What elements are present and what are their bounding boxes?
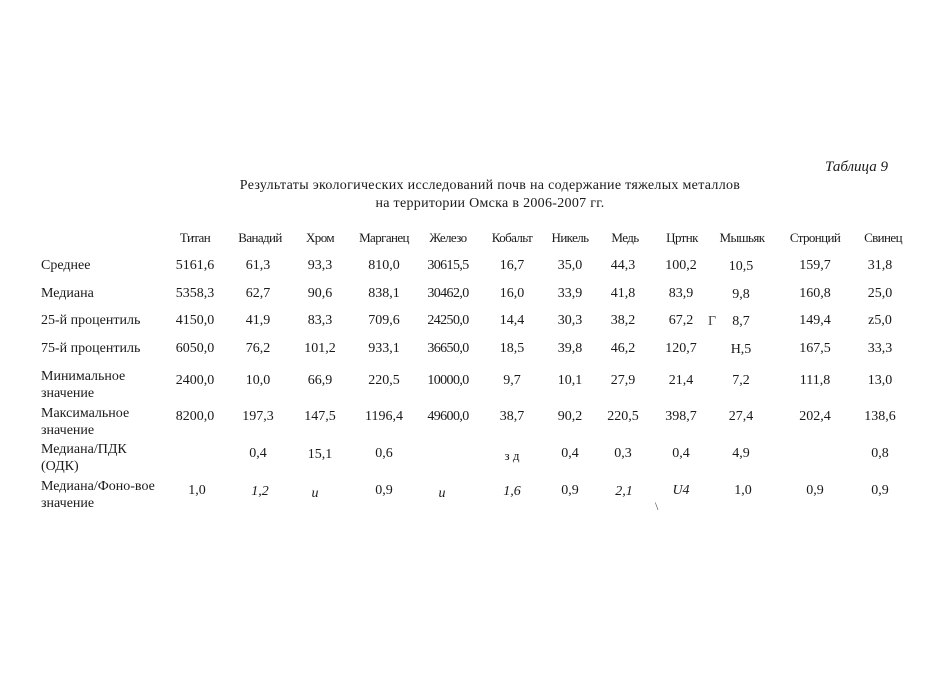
table-cell: 83,3 bbox=[307, 313, 333, 328]
table-cell: 0,3 bbox=[614, 446, 632, 461]
table-cell: 14,4 bbox=[499, 313, 525, 328]
column-header: Железо bbox=[429, 230, 467, 245]
table-cell: 90,6 bbox=[307, 286, 333, 301]
table-cell: и bbox=[311, 486, 319, 501]
table-cell: 398,7 bbox=[665, 409, 697, 424]
table-cell: 13,0 bbox=[867, 373, 893, 388]
table-cell: 1,6 bbox=[503, 484, 521, 499]
table-cell: 76,2 bbox=[245, 341, 271, 356]
table-cell: 810,0 bbox=[368, 258, 400, 273]
table-cell: 8200,0 bbox=[175, 409, 215, 424]
table-cell: 220,5 bbox=[368, 373, 400, 388]
row-label: 25-й процентиль bbox=[41, 313, 141, 328]
column-header: Марганец bbox=[359, 230, 409, 245]
table-cell: 67,2 bbox=[668, 313, 694, 328]
table-cell: 0,9 bbox=[561, 483, 579, 498]
table-cell: 2,1 bbox=[615, 484, 633, 499]
table-cell: 30,3 bbox=[557, 313, 583, 328]
table-cell: 18,5 bbox=[499, 341, 525, 356]
table-number: Таблица 9 bbox=[825, 159, 888, 175]
column-header: Ванадий bbox=[238, 230, 282, 245]
table-cell: 838,1 bbox=[368, 286, 400, 301]
table-cell: 709,6 bbox=[368, 313, 400, 328]
table-cell: 35,0 bbox=[557, 258, 583, 273]
table-cell: 120,7 bbox=[665, 341, 697, 356]
table-cell: 7,2 bbox=[732, 373, 750, 388]
table-cell: 30462,0 bbox=[427, 286, 469, 301]
table-cell: 111,8 bbox=[799, 373, 831, 388]
table-cell: 0,6 bbox=[375, 446, 393, 461]
table-cell: 220,5 bbox=[607, 409, 639, 424]
table-cell: 83,9 bbox=[668, 286, 694, 301]
table-cell: 24250,0 bbox=[427, 313, 469, 328]
table-cell: 149,4 bbox=[799, 313, 831, 328]
row-label: Минимальное значение bbox=[41, 369, 126, 401]
table-cell: 33,9 bbox=[557, 286, 583, 301]
table-cell: 0,4 bbox=[672, 446, 690, 461]
table-cell: 36650,0 bbox=[427, 341, 469, 356]
column-header: Свинец bbox=[864, 230, 902, 245]
table-title bbox=[0, 177, 940, 213]
table-cell: и bbox=[438, 486, 446, 501]
table-cell: 66,9 bbox=[307, 373, 333, 388]
table-cell: 31,8 bbox=[867, 258, 893, 273]
table-cell: 41,8 bbox=[610, 286, 636, 301]
row-label: Медиана bbox=[41, 286, 94, 301]
table-cell: 197,3 bbox=[242, 409, 274, 424]
table-cell: 1,0 bbox=[188, 483, 206, 498]
column-header: Цртнк bbox=[666, 230, 698, 245]
table-cell: 0,8 bbox=[871, 446, 889, 461]
table-cell: 167,5 bbox=[799, 341, 831, 356]
column-header: Никель bbox=[551, 230, 589, 245]
table-cell: U4 bbox=[672, 483, 690, 498]
table-cell: 0,9 bbox=[375, 483, 393, 498]
table-cell: 9,7 bbox=[503, 373, 521, 388]
table-cell: 101,2 bbox=[304, 341, 336, 356]
table-cell: 10,1 bbox=[557, 373, 583, 388]
table-cell: 39,8 bbox=[557, 341, 583, 356]
table-cell: 138,6 bbox=[864, 409, 896, 424]
table-cell: 21,4 bbox=[668, 373, 694, 388]
table-cell: 0,4 bbox=[561, 446, 579, 461]
table-cell: 10,0 bbox=[245, 373, 271, 388]
column-header: Хром bbox=[306, 230, 334, 245]
table-cell: 100,2 bbox=[665, 258, 697, 273]
row-label: Медиана/ПДК (ОДК) bbox=[41, 442, 127, 474]
table-cell: 46,2 bbox=[610, 341, 636, 356]
table-cell: 5358,3 bbox=[175, 286, 215, 301]
column-header: Кобальт bbox=[491, 230, 533, 245]
row-label: Максимальное значение bbox=[41, 406, 130, 438]
column-header: Медь bbox=[611, 230, 639, 245]
table-cell: 90,2 bbox=[557, 409, 583, 424]
column-header: Мышьяк bbox=[719, 230, 765, 245]
table-cell: 1196,4 bbox=[365, 409, 403, 424]
table-cell: 202,4 bbox=[799, 409, 831, 424]
table-cell: 33,3 bbox=[867, 341, 893, 356]
table-cell: 41,9 bbox=[245, 313, 271, 328]
table-cell: 6050,0 bbox=[175, 341, 215, 356]
table-cell: 8,7 bbox=[732, 314, 750, 329]
table-cell: 61,3 bbox=[245, 258, 271, 273]
table-cell: 62,7 bbox=[245, 286, 271, 301]
table-cell: 93,3 bbox=[307, 258, 333, 273]
table-cell: 0,9 bbox=[871, 483, 889, 498]
table-cell: 38,7 bbox=[499, 409, 525, 424]
table-cell: 25,0 bbox=[867, 286, 893, 301]
row-label: Медиана/Фоно-вое значение bbox=[41, 479, 155, 511]
table-cell: 49600,0 bbox=[427, 409, 469, 424]
stray-mark: \ bbox=[655, 499, 659, 513]
table-cell: з д bbox=[504, 448, 520, 463]
table-cell: 38,2 bbox=[610, 313, 636, 328]
table-cell: z5,0 bbox=[868, 313, 892, 328]
stray-mark: Г bbox=[708, 314, 717, 329]
column-header: Стронций bbox=[789, 230, 841, 245]
table-cell: 0,4 bbox=[249, 446, 267, 461]
table-cell: 10000,0 bbox=[427, 373, 469, 388]
title-line-2: на территории Омска в 2006-2007 гг. bbox=[375, 196, 605, 211]
table-cell: 4,9 bbox=[732, 446, 750, 461]
table-cell: 160,8 bbox=[799, 286, 831, 301]
table-cell: 16,0 bbox=[499, 286, 525, 301]
table-cell: 4150,0 bbox=[175, 313, 215, 328]
table-cell: 27,4 bbox=[728, 409, 754, 424]
table-cell: 5161,6 bbox=[175, 258, 215, 273]
table-cell: 2400,0 bbox=[175, 373, 215, 388]
table-cell: 147,5 bbox=[304, 409, 336, 424]
table-cell: 10,5 bbox=[728, 259, 754, 274]
column-header: Титан bbox=[179, 230, 211, 245]
title-line-1: Результаты экологических исследований почв на содержание тяжелых металлов bbox=[239, 178, 741, 193]
table-cell: 1,2 bbox=[251, 484, 269, 499]
table-cell: 16,7 bbox=[499, 258, 525, 273]
table-cell: 15,1 bbox=[307, 447, 333, 462]
table-cell: Н,5 bbox=[730, 342, 752, 357]
table-cell: 159,7 bbox=[799, 258, 831, 273]
table-cell: 933,1 bbox=[368, 341, 400, 356]
table-cell: 9,8 bbox=[732, 287, 750, 302]
row-label: Среднее bbox=[41, 258, 91, 273]
row-label: 75-й процентиль bbox=[41, 341, 141, 356]
table-cell: 1,0 bbox=[734, 483, 752, 498]
table-cell: 44,3 bbox=[610, 258, 636, 273]
table-cell: 30615,5 bbox=[427, 258, 469, 273]
table-cell: 27,9 bbox=[610, 373, 636, 388]
table-cell: 0,9 bbox=[806, 483, 824, 498]
